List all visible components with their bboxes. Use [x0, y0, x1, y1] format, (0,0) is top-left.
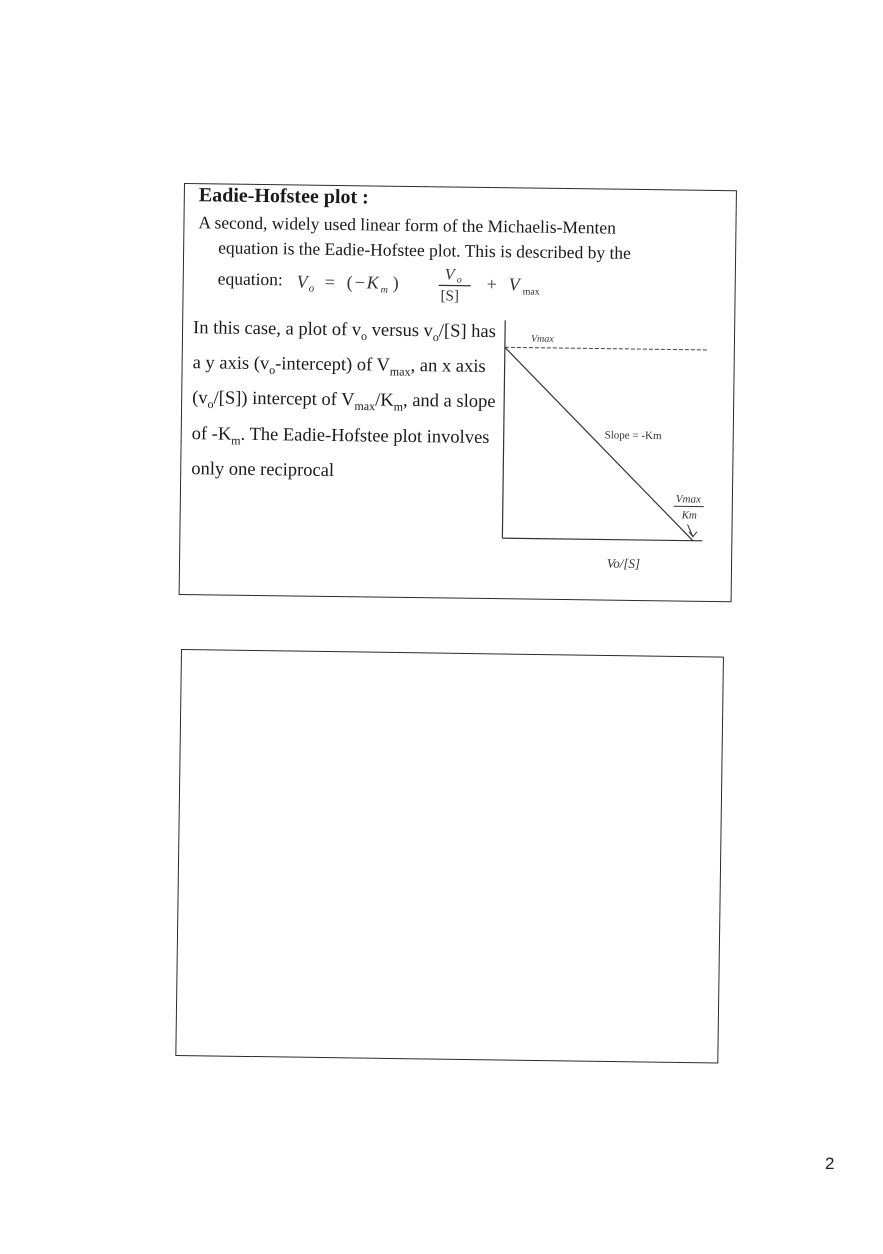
svg-text:K: K: [366, 272, 379, 293]
svg-text:max: max: [522, 286, 541, 298]
body-paragraph: [191, 314, 498, 488]
svg-text:[S]: [S]: [440, 288, 460, 305]
svg-text:m: m: [380, 284, 389, 296]
intro-line-1: A second, widely used linear form of the Michaelis-Menten: [198, 212, 617, 238]
body-text-1: In this case, a plot of v: [192, 318, 362, 341]
intro-paragraph: [197, 210, 703, 307]
svg-text:−: −: [354, 272, 366, 293]
body-sub-8: m: [231, 432, 241, 448]
slide-eadie-hofstee: [179, 183, 737, 602]
svg-text:=: =: [324, 271, 336, 292]
chart-svg: [494, 320, 727, 588]
equation: [295, 261, 585, 305]
vmax-dashed-line: [505, 347, 709, 350]
body-text-9: . The Eadie-Hofstee plot involves only one reciprocal: [191, 424, 490, 481]
body-text-4: -intercept) of V: [275, 354, 391, 376]
body-sub-4: max: [389, 364, 411, 379]
intro-line-2: equation is the Eadie-Hofstee plot. This is described by the: [218, 237, 632, 263]
x-intercept-numerator: Vmax: [675, 493, 701, 506]
svg-text:(: (: [346, 272, 353, 293]
intro-line-3: [197, 260, 702, 307]
svg-text:V: V: [508, 274, 520, 295]
slide-title: Eadie-Hofstee plot :: [198, 184, 369, 209]
x-axis: [502, 538, 702, 541]
body-sub-7: m: [393, 399, 404, 414]
body-sub-1: o: [360, 329, 368, 344]
svg-text:+: +: [486, 273, 498, 295]
y-axis: [502, 320, 505, 538]
body-sub-2: o: [432, 329, 439, 345]
body-text-2: versus v: [366, 320, 433, 342]
slope-label: Slope = -Km: [604, 429, 662, 443]
svg-text:o: o: [308, 282, 315, 295]
data-line: [502, 347, 698, 540]
body-text-5: , an x axis (v: [192, 356, 486, 409]
svg-text:V: V: [296, 271, 308, 292]
blank-slide: [175, 649, 724, 1064]
body-sub-5: o: [207, 397, 214, 412]
x-intercept-denominator: Km: [681, 509, 698, 522]
page-number: 2: [825, 1154, 835, 1173]
body-text-8: , and a slope of -K: [191, 391, 496, 445]
equation-image: [295, 261, 585, 305]
svg-text:V: V: [444, 266, 455, 284]
svg-text:): ): [392, 272, 399, 293]
equation-label: equation:: [217, 268, 284, 290]
body-text-3: /[S] has a y axis (v: [192, 321, 497, 375]
body-text-7: /K: [375, 390, 394, 412]
intercept-arrow: [687, 524, 693, 536]
body-sub-3: o: [269, 363, 276, 378]
body-sub-6: max: [354, 399, 376, 414]
body-text-6: /[S]) intercept of V: [213, 388, 355, 411]
y-intercept-label: Vmax: [530, 333, 554, 345]
svg-text:o: o: [456, 274, 462, 286]
x-axis-label: Vo/[S]: [606, 555, 641, 572]
eadie-hofstee-chart: [494, 320, 728, 593]
